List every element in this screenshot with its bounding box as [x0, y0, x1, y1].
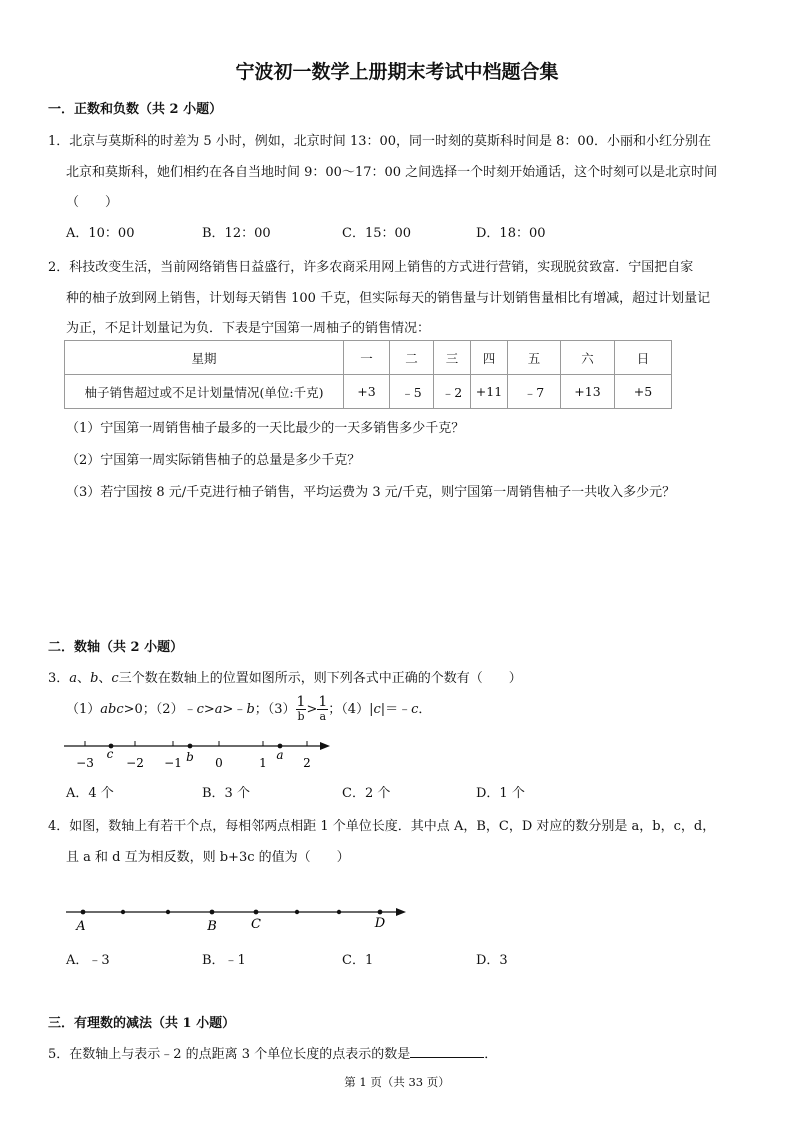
cond-2-c: c	[196, 702, 204, 717]
table-cell: 六	[561, 341, 615, 375]
tick-label: −1	[164, 756, 182, 770]
q3-conditions	[66, 695, 431, 725]
table-cell: 三	[434, 341, 471, 375]
q1-line3: （ ）	[66, 195, 119, 210]
q3-option-b: B．3 个	[202, 786, 250, 801]
frac-num: 1	[318, 694, 328, 710]
q3-stem-text: 三个数在数轴上的位置如图所示，则下列各式中正确的个数有（ ）	[118, 671, 522, 686]
table-cell: 四	[471, 341, 508, 375]
point-c	[254, 910, 259, 915]
q1-option-b: B．12：00	[202, 226, 271, 241]
q2-sub3: （3）若宁国按 8 元/千克进行柚子销售，平均运费为 3 元/千克，则宁国第一周销售柚子一共收入多少元？	[66, 485, 676, 500]
cond-2-a: a	[214, 702, 223, 717]
axis-arrow-icon	[396, 908, 406, 916]
point-d	[378, 910, 383, 915]
table-cell: ﹣7	[508, 375, 561, 409]
q1-line2: 北京和莫斯科，她们相约在各自当地时间 9：00～17：00 之间选择一个时刻开始通话，这个时刻可以是北京时间	[66, 165, 718, 180]
q1-option-c: C．15：00	[342, 226, 412, 241]
q5-text	[48, 1043, 497, 1062]
var-a: a	[69, 671, 78, 686]
q5-end: ．	[484, 1047, 498, 1062]
answer-blank[interactable]	[410, 1045, 484, 1058]
table-cell: ﹣2	[434, 375, 471, 409]
q4-line2: 且 a 和 d 互为相反数，则 b+3c 的值为（ ）	[66, 850, 350, 865]
q3-num: 3．	[48, 671, 70, 686]
number-line-q3	[60, 732, 350, 772]
q4-line1: 4．如图，数轴上有若干个点，每相邻两点相距 1 个单位长度．其中点 A，B，C，D 对应的数分别是 a，b，c，d，	[48, 819, 716, 834]
table-cell: 星期	[65, 341, 344, 375]
q5-stem: 5．在数轴上与表示﹣2 的点距离 3 个单位长度的点表示的数是	[48, 1047, 411, 1062]
q2-line1: 2．科技改变生活，当前网络销售日益盛行，许多农商采用网上销售的方式进行营销，实现脱贫致富．宁国把自家	[48, 260, 694, 275]
number-line-q4	[60, 900, 420, 936]
q2-sub2: （2）宁国第一周实际销售柚子的总量是多少千克？	[66, 453, 361, 468]
cond-4-c: c	[411, 702, 419, 717]
cond-2-gt: >	[203, 702, 215, 717]
table-cell: 五	[508, 341, 561, 375]
q1-line1: 1．北京与莫斯科的时差为 5 小时，例如，北京时间 13：00，同一时刻的莫斯科时间是 8：00．小丽和小红分别在	[48, 134, 711, 149]
section-heading-2: 二．数轴（共 2 小题）	[48, 640, 184, 655]
tick-label: −3	[76, 756, 94, 770]
cond-4-end: ．	[418, 702, 432, 717]
q4-option-a: A．﹣3	[66, 953, 110, 968]
table-row	[65, 375, 672, 409]
table-cell: +13	[561, 375, 615, 409]
table-cell: 柚子销售超过或不足计划量情况(单位:千克)	[65, 375, 344, 409]
table-cell: +5	[615, 375, 672, 409]
table-row	[65, 341, 672, 375]
table-cell: 二	[390, 341, 434, 375]
q2-line3: 为正，不足计划量记为负．下表是宁国第一周柚子的销售情况：	[66, 321, 431, 336]
point	[295, 910, 299, 914]
cond-4-eq: ＝﹣	[385, 702, 412, 717]
point-label-c: c	[106, 747, 114, 761]
point-label-c: C	[251, 917, 261, 932]
section-heading-1: 一．正数和负数（共 2 小题）	[48, 102, 223, 117]
q2-sub1: （1）宁国第一周销售柚子最多的一天比最少的一天多销售多少千克？	[66, 421, 465, 436]
cond-4-label: ；（4）	[328, 702, 370, 717]
table-cell: +3	[344, 375, 390, 409]
tick-label: −2	[126, 756, 144, 770]
table-cell: 日	[615, 341, 672, 375]
var-b: b	[90, 671, 99, 686]
point	[166, 910, 170, 914]
cond-3-label: ；（3）	[254, 702, 296, 717]
point-label-a: A	[76, 919, 86, 934]
tick-label: 0	[215, 756, 223, 770]
q2-line2: 种的柚子放到网上销售，计划每天销售 100 千克，但实际每天的销售量与计划销售量相比有增减，超过计划量记	[66, 291, 711, 306]
table-cell: ﹣5	[390, 375, 434, 409]
frac-den: b	[297, 710, 305, 723]
cond-1-rest: >0；（2）﹣	[123, 702, 197, 717]
page-footer: 第 1 页（共 33 页）	[344, 1075, 450, 1089]
fraction-1-over-a	[317, 696, 328, 723]
tick-label: 2	[303, 756, 311, 770]
q3-option-c: C．2 个	[342, 786, 391, 801]
cond-2-gt2: >﹣	[222, 702, 247, 717]
q4-option-d: D．3	[476, 953, 508, 968]
point-b	[210, 910, 215, 915]
point-a	[81, 910, 86, 915]
cond-1-expr: abc	[100, 702, 124, 717]
q4-option-b: B．﹣1	[202, 953, 246, 968]
cond-1-label: （1）	[66, 702, 101, 717]
q3-option-d: D．1 个	[476, 786, 525, 801]
cond-2-b: b	[246, 702, 255, 717]
frac-den: a	[319, 710, 327, 723]
q1-option-d: D．18：00	[476, 226, 546, 241]
point-label-d: D	[374, 916, 386, 931]
cond-4-abs: |c|	[369, 702, 386, 717]
fraction-1-over-b	[296, 696, 307, 723]
q3-stem: 3．a、b、c三个数在数轴上的位置如图所示，则下列各式中正确的个数有（ ）	[48, 671, 522, 686]
section-heading-3: 三．有理数的减法（共 1 小题）	[48, 1016, 236, 1031]
axis-arrow-icon	[320, 742, 330, 750]
point-label-b: B	[207, 919, 217, 934]
tick-label: 1	[259, 756, 267, 770]
sales-table	[64, 340, 672, 409]
q4-option-c: C．1	[342, 953, 374, 968]
page-title: 宁波初一数学上册期末考试中档题合集	[235, 61, 559, 83]
frac-num: 1	[296, 694, 306, 710]
cond-3-gt: >	[306, 702, 318, 717]
var-c: c	[111, 671, 119, 686]
q1-option-a: A．10：00	[66, 226, 135, 241]
point-b	[188, 744, 193, 749]
point	[337, 910, 341, 914]
point	[121, 910, 125, 914]
point-label-a: a	[276, 748, 284, 762]
q3-option-a: A．4 个	[66, 786, 114, 801]
table-cell: +11	[471, 375, 508, 409]
point-label-b: b	[186, 750, 194, 764]
table-cell: 一	[344, 341, 390, 375]
